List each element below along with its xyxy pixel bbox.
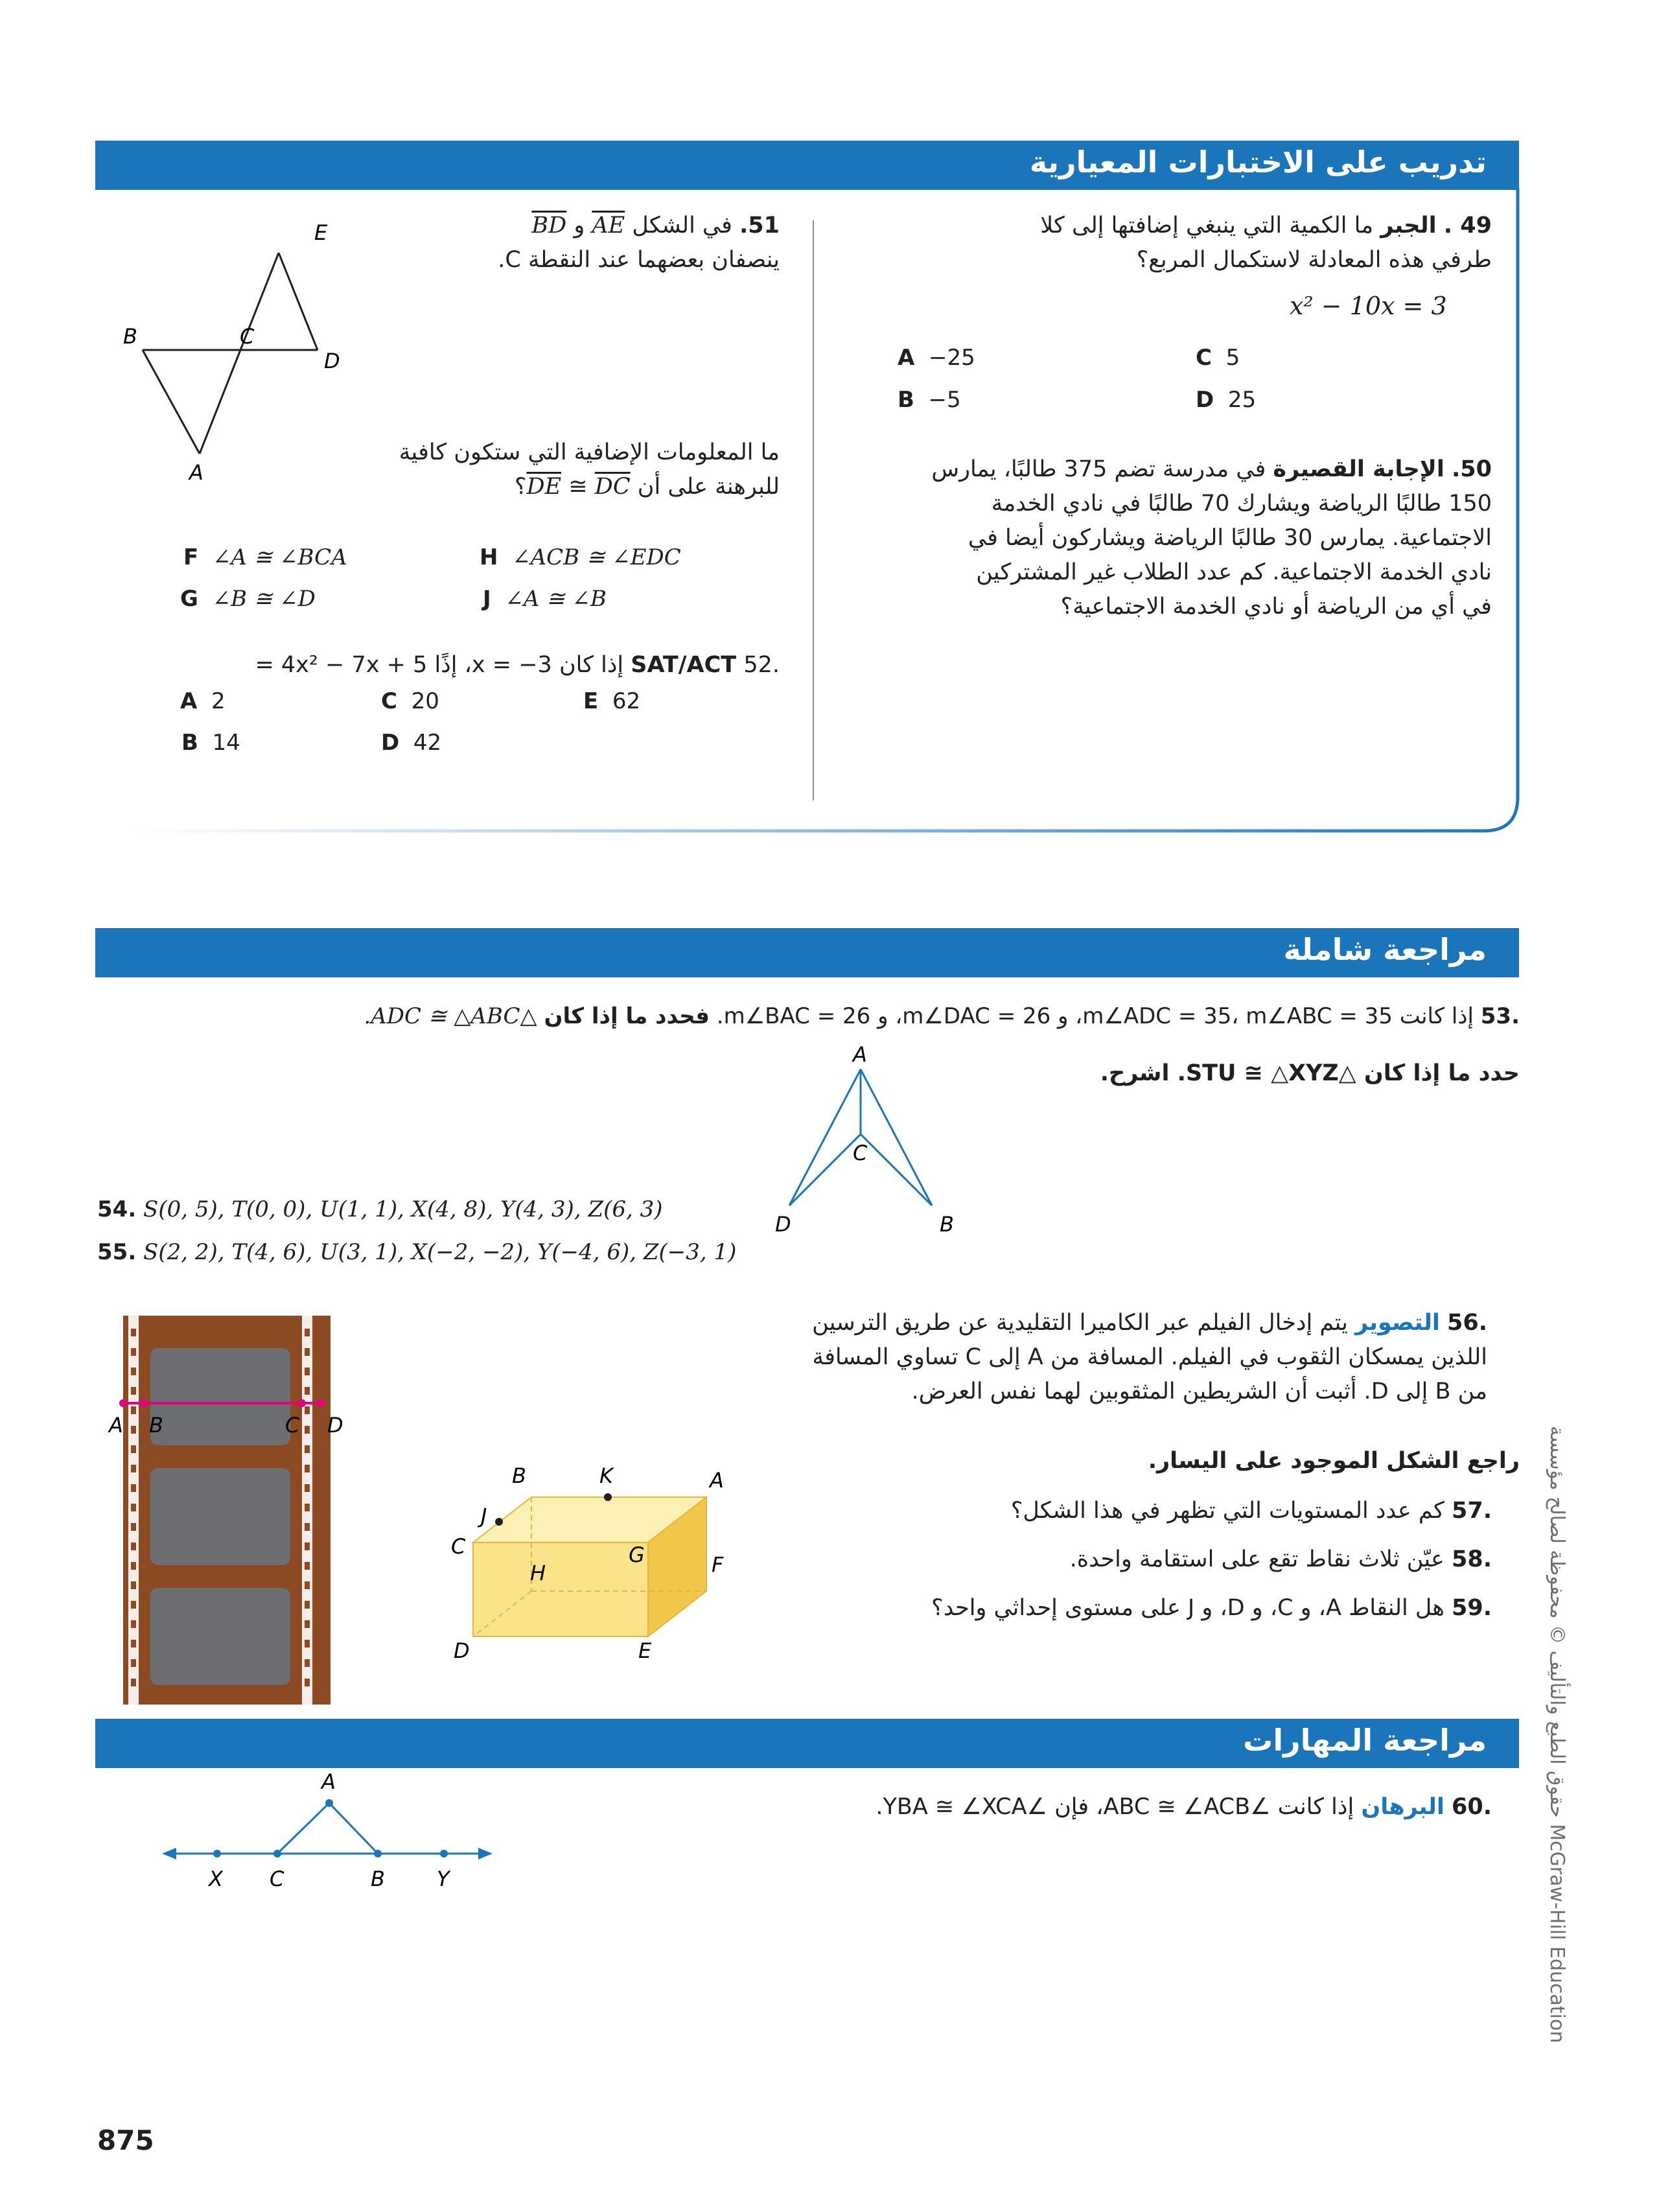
q53-label-c: C — [853, 1141, 868, 1165]
q51-option-g-letter: G — [180, 586, 198, 612]
skills-section-title: مراجعة المهارات — [1243, 1723, 1487, 1758]
box-label-g: G — [629, 1543, 645, 1567]
q51-q-line1: ما المعلومات الإضافية التي ستكون كافية — [399, 439, 780, 465]
question-49 — [844, 209, 1492, 277]
q60-left-arrow-icon — [162, 1848, 176, 1859]
q51-segment-dc: DC — [594, 474, 631, 500]
q51-option-f-letter: F — [183, 544, 199, 570]
q51-option-j-value: ∠A ≅ ∠B — [505, 586, 607, 612]
practice-section-band — [95, 141, 1519, 190]
refer-instruction: راجع الشكل الموجود على اليسار. — [1148, 1448, 1520, 1474]
box-front-face — [473, 1543, 648, 1636]
q56-number: .56 — [1446, 1310, 1487, 1336]
q56-line1: يتم إدخال الفيلم عبر الكاميرا التقليدية عن طريق الترسين — [812, 1310, 1348, 1336]
question-50 — [811, 452, 1492, 624]
q51-option-j[interactable] — [483, 586, 607, 612]
question-57 — [714, 1494, 1492, 1528]
q60-point-x — [213, 1850, 221, 1857]
question-59 — [649, 1591, 1492, 1625]
q51-congruent: ≅ — [568, 474, 588, 500]
q60-label-x: X — [209, 1867, 223, 1891]
q51-segment-de: DE — [526, 474, 562, 500]
q52-option-d-value: 42 — [413, 730, 442, 756]
q53-label-d: D — [775, 1212, 791, 1237]
q52-option-b-value: 14 — [212, 730, 240, 756]
question-55 — [97, 1239, 736, 1265]
q51-label-b: B — [123, 324, 137, 349]
q50-number: 50. — [1451, 456, 1492, 482]
box-label-f: F — [712, 1552, 724, 1577]
q51-line2: ينصفان بعضهما عند النقطة C. — [498, 247, 780, 273]
q53-bold-tail: فحدد ما إذا كان — [544, 1003, 710, 1029]
q52-option-d-letter: D — [381, 730, 400, 756]
q51-option-f-value: ∠A ≅ ∠BCA — [212, 544, 347, 570]
q60-label-a: A — [321, 1769, 336, 1794]
question-54 — [97, 1196, 662, 1222]
q49-option-a-letter: A — [898, 345, 915, 371]
film-frame-3 — [150, 1588, 290, 1685]
q51-q-line2-text: للبرهنة على أن — [637, 474, 780, 500]
q51-segment-ae-line — [200, 253, 279, 454]
q51-option-h-value: ∠ACB ≅ ∠EDC — [512, 544, 681, 570]
q58-number: .58 — [1451, 1546, 1492, 1572]
q53-figure — [765, 1043, 972, 1251]
film-point-d — [318, 1399, 325, 1407]
q59-text: هل النقاط A، و C، و D، و J على مستوى إحداثي واحد؟ — [931, 1595, 1444, 1621]
q51-label-d: D — [324, 349, 340, 373]
film-label-c: C — [285, 1413, 300, 1438]
q53-number: .53 — [1480, 1003, 1520, 1029]
q51-line1-text: في الشكل — [632, 213, 732, 239]
film-label-a: A — [109, 1413, 123, 1438]
q56-line3: من B إلى D. أثبت أن الشريطين المثقوبين لهما نفس العرض. — [911, 1379, 1487, 1404]
q53-congruence: △ADC ≅ △ABC. — [364, 1003, 537, 1029]
practice-section-title: تدريب على الاختبارات المعيارية — [1029, 145, 1487, 180]
question-60 — [455, 1790, 1492, 1824]
q54-text: S(0, 5), T(0, 0), U(1, 1), X(4, 8), Y(4, 3), Z(6, 3) — [143, 1196, 663, 1222]
q49-option-a[interactable] — [898, 345, 975, 371]
box-point-j — [495, 1518, 503, 1526]
q56-line2: اللذين يمسكان الثقوب في الفيلم. المسافة من A إلى C تساوي المسافة — [812, 1344, 1487, 1370]
q49-option-c-letter: C — [1196, 345, 1212, 371]
q57-number: .57 — [1451, 1498, 1492, 1524]
q60-point-y — [440, 1850, 448, 1857]
q53-triangle-abc — [861, 1069, 932, 1205]
box-label-b: B — [512, 1463, 526, 1488]
q53-label-b: B — [940, 1212, 954, 1237]
q53-triangle-adc — [789, 1069, 861, 1205]
q49-keyword: الجبر — [1380, 213, 1437, 239]
box-figure — [434, 1452, 758, 1666]
q49-option-c[interactable] — [1196, 345, 1240, 371]
q49-option-b-letter: B — [898, 387, 914, 413]
side-copyright-text: حقوق الطبع والتأليف © محفوظة لصالح مؤسسة McGraw-Hill Education — [1546, 1426, 1568, 2043]
q53-text: إذا كانت m∠ADC = 35، m∠ABC = 35، و m∠DAC = 26، و m∠BAC = 26. — [716, 1003, 1474, 1029]
q51-option-j-letter: J — [483, 586, 491, 612]
q50-line2: 150 طالبًا الرياضة ويشارك 70 طالبًا في نادي الخدمة — [991, 491, 1492, 517]
q54-number: 54. — [97, 1196, 137, 1222]
q52-option-e[interactable] — [583, 688, 640, 714]
q52-option-d[interactable] — [381, 730, 441, 756]
question-58 — [714, 1543, 1492, 1577]
film-point-c — [298, 1399, 306, 1407]
q49-option-b[interactable] — [898, 387, 961, 413]
film-label-d: D — [327, 1413, 343, 1438]
q51-figure — [117, 214, 428, 499]
q50-line4: نادي الخدمة الاجتماعية. كم عدد الطلاب غير المشتركين — [976, 559, 1492, 585]
film-label-b: B — [149, 1413, 163, 1438]
side-copyright — [1546, 1426, 1581, 2113]
q55-number: 55. — [97, 1239, 137, 1265]
page-number: 875 — [97, 2125, 154, 2156]
q51-option-g-value: ∠B ≅ ∠D — [212, 586, 316, 612]
q51-label-a: A — [189, 460, 203, 485]
q49-option-d-value: 25 — [1227, 387, 1257, 413]
q50-line1: في مدرسة تضم 375 طالبًا، يمارس — [931, 456, 1266, 482]
box-label-a: A — [710, 1468, 724, 1493]
stu-instruction: حدد ما إذا كان △STU ≅ △XYZ. اشرح. — [1100, 1060, 1520, 1086]
box-label-d: D — [454, 1638, 470, 1663]
q49-option-d-letter: D — [1196, 387, 1214, 413]
q60-label-c: C — [270, 1867, 284, 1891]
q51-option-g[interactable] — [180, 586, 316, 612]
q52-option-e-value: 62 — [612, 688, 641, 714]
q51-label-e: E — [314, 220, 328, 245]
q60-point-b — [374, 1850, 382, 1857]
q60-number: .60 — [1451, 1794, 1492, 1820]
q49-option-b-value: −5 — [928, 387, 961, 413]
q51-label-c: C — [240, 324, 255, 349]
box-label-k: K — [599, 1463, 613, 1488]
q49-option-d[interactable] — [1196, 387, 1256, 413]
q52-option-a[interactable] — [180, 688, 226, 714]
q51-segment-ed-line — [279, 253, 318, 350]
film-frame-1 — [150, 1348, 290, 1445]
q49-option-c-value: 5 — [1225, 345, 1240, 371]
box-label-h: H — [530, 1561, 546, 1585]
box-label-c: C — [451, 1534, 466, 1559]
q60-label-b: B — [371, 1867, 385, 1891]
review-section-title: مراجعة شاملة — [1283, 932, 1487, 967]
box-label-j: J — [481, 1504, 487, 1528]
q52-number: .52 — [743, 652, 780, 678]
q52-keyword: SAT/ACT — [631, 652, 737, 678]
q52-option-e-letter: E — [583, 688, 599, 714]
q52-option-b[interactable] — [181, 730, 240, 756]
q49-option-a-value: −25 — [928, 345, 975, 371]
q53-label-a: A — [853, 1043, 867, 1067]
q51-segment-ba-line — [143, 350, 200, 454]
q59-number: .59 — [1451, 1595, 1492, 1621]
q51-option-f[interactable] — [183, 544, 347, 570]
q52-option-c-letter: C — [381, 688, 397, 714]
film-point-b — [140, 1399, 148, 1407]
q51-option-h-letter: H — [480, 544, 498, 570]
q49-text-line1: ما الكمية التي ينبغي إضافتها إلى كلا — [1040, 213, 1374, 239]
q51-option-h[interactable] — [480, 544, 681, 570]
film-point-a — [119, 1399, 127, 1407]
q52-option-b-letter: B — [181, 730, 198, 756]
q50-line3: الاجتماعية. يمارس 30 طالبًا الرياضة ويشاركون أيضا في — [968, 525, 1492, 551]
q49-number: 49 . — [1443, 213, 1492, 239]
q60-right-arrow-icon — [478, 1848, 493, 1859]
q51-q-mark: ؟ — [514, 474, 527, 500]
box-point-k — [604, 1493, 612, 1501]
review-section-band — [95, 928, 1519, 977]
q49-text-line2: طرفي هذه المعادلة لاستكمال المربع؟ — [1136, 247, 1492, 273]
q60-point-c — [273, 1850, 281, 1857]
skills-section-band — [95, 1719, 1519, 1768]
question-56 — [710, 1306, 1487, 1409]
q55-text: S(2, 2), T(4, 6), U(3, 1), X(−2, −2), Y(−4, 6), Z(−3, 1) — [143, 1239, 737, 1265]
q60-figure — [162, 1763, 499, 1892]
q60-point-a — [325, 1799, 333, 1807]
q51-segment-ae: AE — [592, 213, 625, 239]
q60-keyword: البرهان — [1361, 1794, 1444, 1820]
question-52 — [132, 648, 780, 682]
q57-text: كم عدد المستويات التي تظهر في هذا الشكل؟ — [1010, 1498, 1444, 1524]
film-strip-figure — [97, 1309, 369, 1711]
q51-and: و — [574, 213, 585, 239]
q52-option-c-value: 20 — [411, 688, 439, 714]
box-label-e: E — [638, 1638, 652, 1663]
q50-keyword: الإجابة القصيرة — [1273, 456, 1444, 482]
q51-number: 51. — [739, 213, 780, 239]
q52-option-c[interactable] — [381, 688, 439, 714]
q56-keyword: التصوير — [1355, 1310, 1440, 1336]
question-53 — [159, 999, 1520, 1034]
film-frame-2 — [150, 1468, 290, 1565]
q51-segment-bd: BD — [531, 213, 567, 239]
q49-equation: x² − 10x = 3 — [1290, 292, 1447, 320]
q50-line5: في أي من الرياضة أو نادي الخدمة الاجتماعية؟ — [1060, 594, 1492, 620]
q52-option-a-letter: A — [180, 688, 198, 714]
q52-text: إذا كان x = −3، إذًا 4x² − 7x + 5 = — [255, 652, 624, 678]
q58-text: عيّن ثلاث نقاط تقع على استقامة واحدة. — [1069, 1546, 1444, 1572]
q60-text: إذا كانت ∠ABC ≅ ∠ACB، فإن ∠YBA ≅ ∠XCA. — [876, 1794, 1354, 1820]
q52-option-a-value: 2 — [211, 688, 226, 714]
q60-triangle-sides — [277, 1803, 378, 1854]
q60-label-y: Y — [437, 1867, 450, 1891]
